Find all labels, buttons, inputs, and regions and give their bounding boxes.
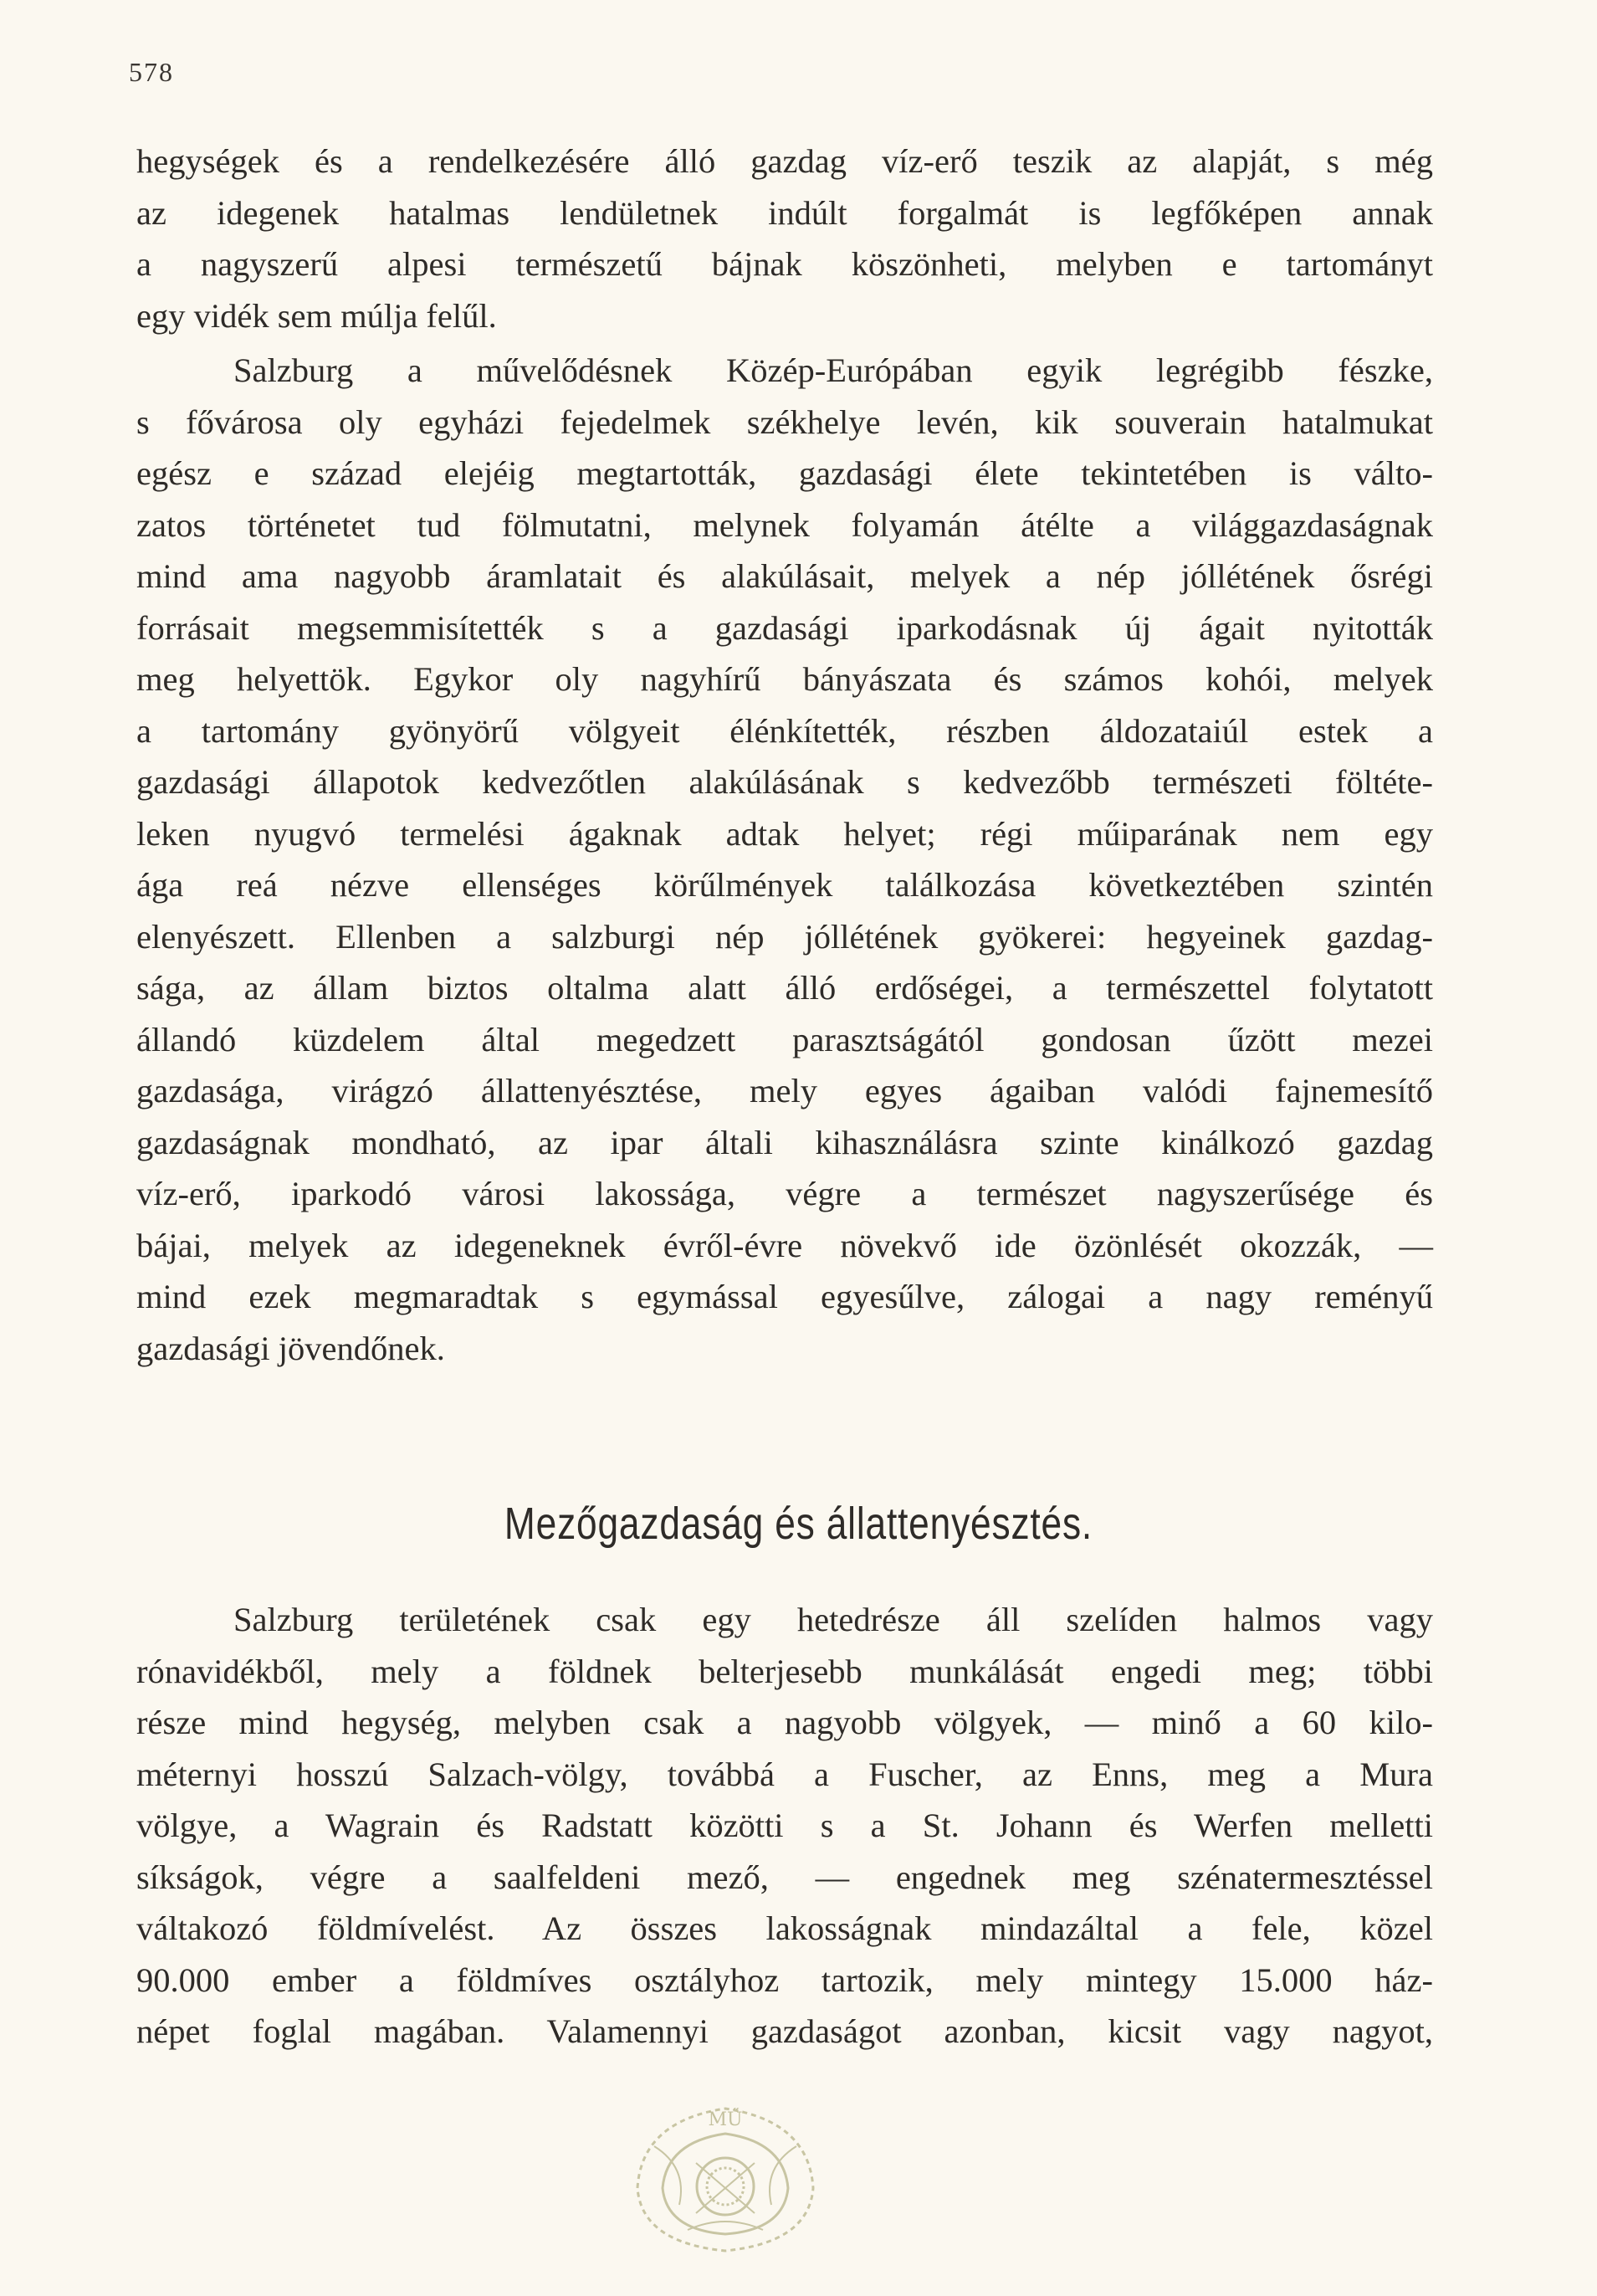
text-line: a tartomány gyönyörű völgyeit élénkítették, részben áldozataiúl estek a: [136, 711, 1433, 750]
text-line: méternyi hosszú Salzach-völgy, továbbá a Fuscher, az Enns, meg a Mura: [136, 1755, 1433, 1793]
paragraph-1: [136, 136, 1433, 341]
stamp-text: MŰ: [708, 2109, 743, 2130]
paragraph-3: [136, 1594, 1433, 2058]
text-line: mind ezek megmaradtak s egymással egyesűlve, zálogai a nagy reményű: [136, 1278, 1433, 1315]
text-line: rónavidékből, mely a földnek belterjesebb munkálását engedi meg; többi: [136, 1652, 1433, 1690]
text-line: az idegenek hatalmas lendületnek indúlt forgalmát is legfőképen annak: [136, 193, 1433, 232]
text-line: ága reá nézve ellenséges körűlmények találkozása következtében szintén: [136, 866, 1433, 904]
text-line: Salzburg területének csak egy hetedrésze áll szelíden halmos vagy: [233, 1601, 1433, 1638]
text-line: víz-erő, iparkodó városi lakossága, végre a természet nagyszerűsége és: [136, 1175, 1433, 1212]
paragraph-2: [136, 345, 1433, 1374]
page-number: 578: [129, 57, 174, 87]
text-line: meg helyettök. Egykor oly nagyhírű bányászata és számos kohói, melyek: [136, 660, 1433, 698]
section-heading: Mezőgazdaság és állattenyésztés.: [504, 1499, 1093, 1549]
text-line: váltakozó földmívelést. Az összes lakosságnak mindazáltal a fele, közel: [136, 1909, 1433, 1947]
text-line: népet foglal magában. Valamennyi gazdaságot azonban, kicsit vagy nagyot,: [136, 2012, 1433, 2050]
text-line: egész e század elejéig megtartották, gazdasági élete tekintetében is válto-: [136, 454, 1433, 492]
text-line: elenyészett. Ellenben a salzburgi nép jóllétének gyökerei: hegyeinek gazdag-: [136, 917, 1433, 956]
text-line: egy vidék sem múlja felűl.: [136, 296, 497, 335]
library-stamp: [604, 2088, 847, 2255]
text-line: gazdasági jövendőnek.: [136, 1329, 445, 1367]
text-line: völgye, a Wagrain és Radstatt közötti s a St. Johann és Werfen melletti: [136, 1807, 1433, 1844]
text-line: gazdasági állapotok kedvezőtlen alakúlásának s kedvezőbb természeti föltéte-: [136, 763, 1433, 801]
text-line: állandó küzdelem által megedzett parasztságától gondosan űzött mezei: [136, 1020, 1433, 1058]
text-line: Salzburg a művelődésnek Közép-Európában egyik legrégibb fészke,: [233, 351, 1433, 389]
text-line: sága, az állam biztos oltalma alatt álló erdőségei, a természettel folytatott: [136, 969, 1433, 1007]
text-line: gazdasága, virágzó állattenyésztése, mely egyes ágaiban valódi fajnemesítő: [136, 1072, 1433, 1110]
text-line: gazdaságnak mondható, az ipar általi kihasználásra szinte kinálkozó gazdag: [136, 1123, 1433, 1161]
text-line: leken nyugvó termelési ágaknak adtak helyet; régi műiparának nem egy: [136, 814, 1433, 853]
text-line: s fővárosa oly egyházi fejedelmek székhelye levén, kik souverain hatalmukat: [136, 402, 1433, 441]
text-line: része mind hegység, melyben csak a nagyobb völgyek, — minő a 60 kilo-: [136, 1704, 1433, 1741]
text-line: síkságok, végre a saalfeldeni mező, — engednek meg szénatermesztéssel: [136, 1858, 1433, 1896]
text-line: zatos történetet tud fölmutatni, melynek folyamán átélte a világgazdaságnak: [136, 505, 1433, 544]
text-line: forrásait megsemmisítették s a gazdasági iparkodásnak új ágait nyitották: [136, 608, 1433, 647]
text-line: a nagyszerű alpesi természetű bájnak köszönheti, melyben e tartományt: [136, 245, 1433, 283]
text-line: mind ama nagyobb áramlatait és alakúlásait, melyek a nép jóllétének ősrégi: [136, 557, 1433, 595]
text-line: 90.000 ember a földmíves osztályhoz tartozik, mely mintegy 15.000 ház-: [136, 1960, 1433, 1999]
text-line: hegységek és a rendelkezésére álló gazdag víz-erő teszik az alapját, s még: [136, 142, 1433, 180]
text-line: bájai, melyek az idegeneknek évről-évre növekvő ide özönlését okozzák, —: [136, 1226, 1433, 1264]
